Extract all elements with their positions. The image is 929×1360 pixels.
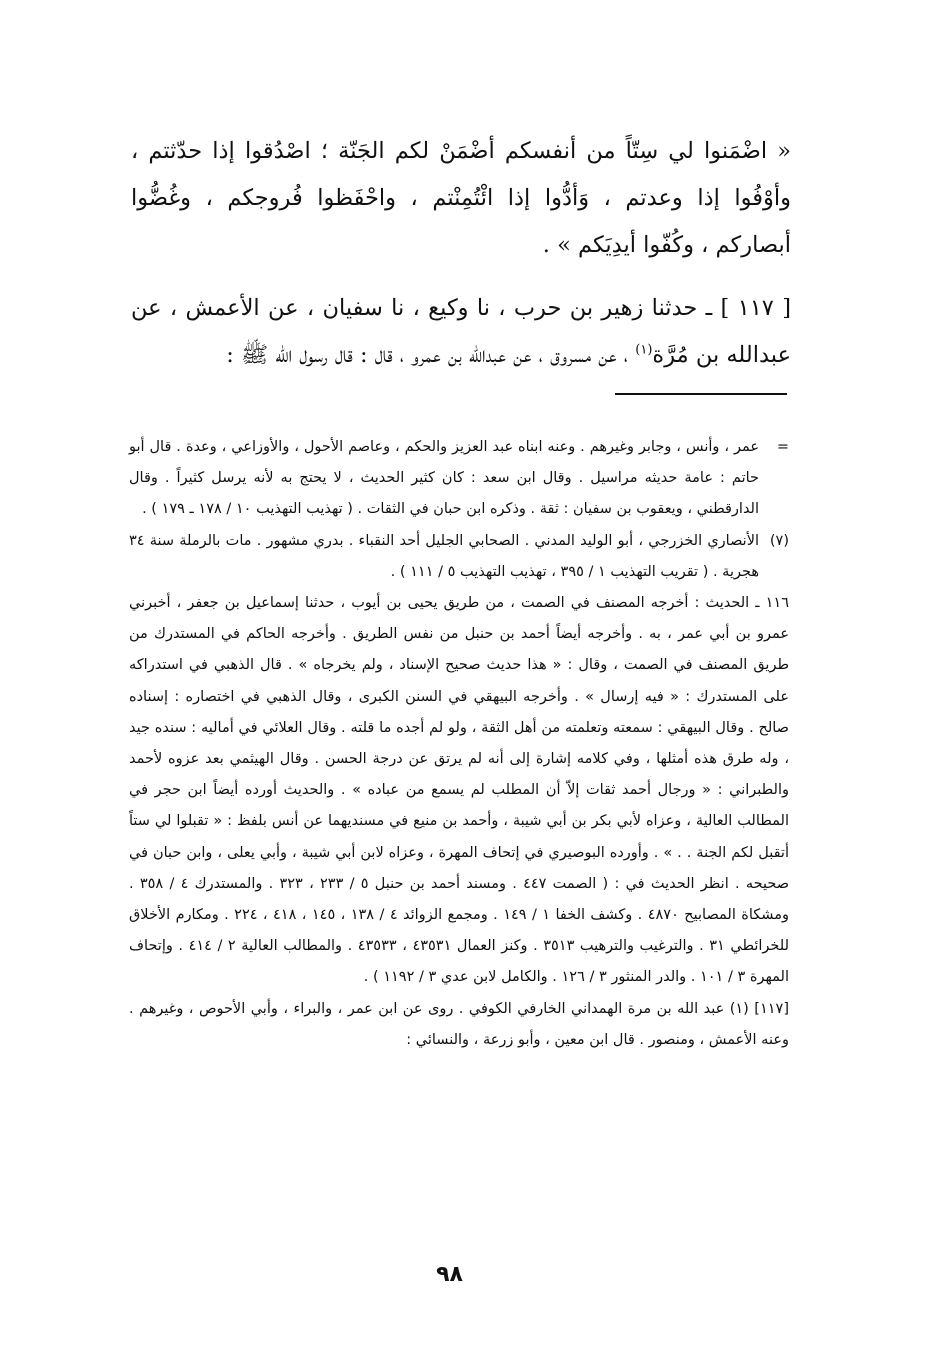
footnote-7-marker: (٧) bbox=[769, 532, 789, 549]
hadith-117-part2: ، عن مسروق ، عن عبدالله بن عمرو ، قال : قال رسول الله ﷺ : bbox=[226, 342, 629, 368]
page-number: ٩٨ bbox=[436, 1262, 463, 1287]
footnote-7-text: الأنصاري الخزرجي ، أبو الوليد المدني . الصحابي الجليل أحد النقباء . بدري مشهور . مات بالرملة سنة ٣٤ هجرية . ( تقريب التهذيب ١ / ٣٩٥ ، تهذيب التهذيب ٥ / ١١١ ) . bbox=[129, 532, 759, 580]
footnote-continuation-text: عمر ، وأنس ، وجابر وغيرهم . وعنه ابناه عبد العزيز والحكم ، وعاصم الأحول ، والأوزاعي ، وعدة . قال أبو حاتم : عامة حديثه مراسيل . وقال ابن سعد : كان كثير الحديث ، لا يحتج به لأنه يرسل كثيراً . وقال الدارقطني ، ويعقوب بن سفيان : ثقة . وذكره ابن حبان في الثقات . ( تهذيب التهذيب ١٠ / ١٧٨ ـ ١٧٩ ) . bbox=[129, 439, 759, 518]
continuation-marker: = bbox=[776, 439, 789, 455]
main-text bbox=[131, 128, 791, 379]
footnotes bbox=[129, 432, 789, 1056]
hadith-116-end: « اضْمَنوا لي سِتّاً من أنفسكم أضْمَنْ لكم الجَنّة ؛ اصْدُقوا إذا حدّثتم ، وأوْفُوا إذا وعدتم ، وَأدُّوا إذا ائْتُمِنْتم ، واحْفَظوا فُروجكم ، وغُضُّوا أبصاركم ، وكُفّوا أيدِيَكم » . bbox=[131, 138, 791, 258]
footnote-separator bbox=[615, 393, 787, 395]
footnote-7 bbox=[129, 526, 789, 588]
footnote-continuation bbox=[129, 432, 789, 526]
hadith-117-part1: [ ١١٧ ] ـ حدثنا زهير بن حرب ، نا وكيع ، نا سفيان ، عن الأعمش ، عن عبدالله بن مُرَّة bbox=[131, 295, 791, 368]
hadith-117 bbox=[131, 285, 791, 379]
footnote-117-1: [١١٧] (١) عبد الله بن مرة الهمداني الخارفي الكوفي . روى عن ابن عمر ، والبراء ، وأبي الأحوص ، وغيرهم . وعنه الأعمش ، ومنصور . قال ابن معين ، وأبو زرعة ، والنسائي : bbox=[129, 1000, 789, 1048]
footnote-reference: (١) bbox=[635, 342, 653, 358]
hadith-116-takhrij: ١١٦ ـ الحديث : أخرجه المصنف في الصمت ، من طريق يحيى بن أيوب ، حدثنا إسماعيل بن جعفر ، أخبرني عمرو بن أبي عمر ، به . وأخرجه أيضاً أحمد بن حنبل من نفس الطريق . وأخرجه الحاكم في المستدرك من طريق المصنف في الصمت ، وقال : « هذا حديث صحيح الإسناد ، ولم يخرجاه » . قال الذهبي في استدراكه على المستدرك : « فيه إرسال » . وأخرجه البيهقي في السنن الكبرى ، وقال الذهبي في اختصاره : إسناده صالح . وقال البيهقي : سمعته وتعلمته من أهل الثقة ، ولو لم أجده ما قلته . وقال العلائي في أماليه : سنده جيد ، وله طرق هذه أمثلها ، وفي كلامه إشارة إلى أنه لم يرتق عن درجة الحسن . وقال الهيثمي بعد عزوه لأحمد والطبراني : « ورجال أحمد ثقات إلاّ أن المطلب لم يسمع من عباده » . والحديث أورده أيضاً ابن حجر في المطالب العالية ، وعزاه لأبي بكر بن أبي شيبة ، وأحمد بن منيع في مسنديهما عن أنس بلفظ : « تقبلوا لي ستاً أتقبل لكم الجنة . . » . وأورده البوصيري في إتحاف المهرة ، وعزاه لابن أبي شيبة ، وأبي يعلى ، وابن حبان في صحيحه . انظر الحديث في : ( الصمت ٤٤٧ . ومسند أحمد بن حنبل ٥ / ٢٣٣ ، ٣٢٣ . والمستدرك ٤ / ٣٥٨ . ومشكاة المصابيح ٤٨٧٠ . وكشف الخفا ١ / ١٤٩ . ومجمع الزوائد ٤ / ١٣٨ ، ١٤٥ ، ٤١٨ ، ٢٢٤ . ومكارم الأخلاق للخرائطي ٣١ . والترغيب والترهيب ٣٥١٣ . وكنز العمال ٤٣٥٣١ ، ٤٣٥٣٣ . والمطالب العالية ٢ / ٤١٤ . وإتحاف المهرة ٣ / ١٠١ . والدر المنثور ٣ / ١٢٦ . والكامل لابن عدي ٣ / ١١٩٢ ) . bbox=[129, 595, 790, 986]
